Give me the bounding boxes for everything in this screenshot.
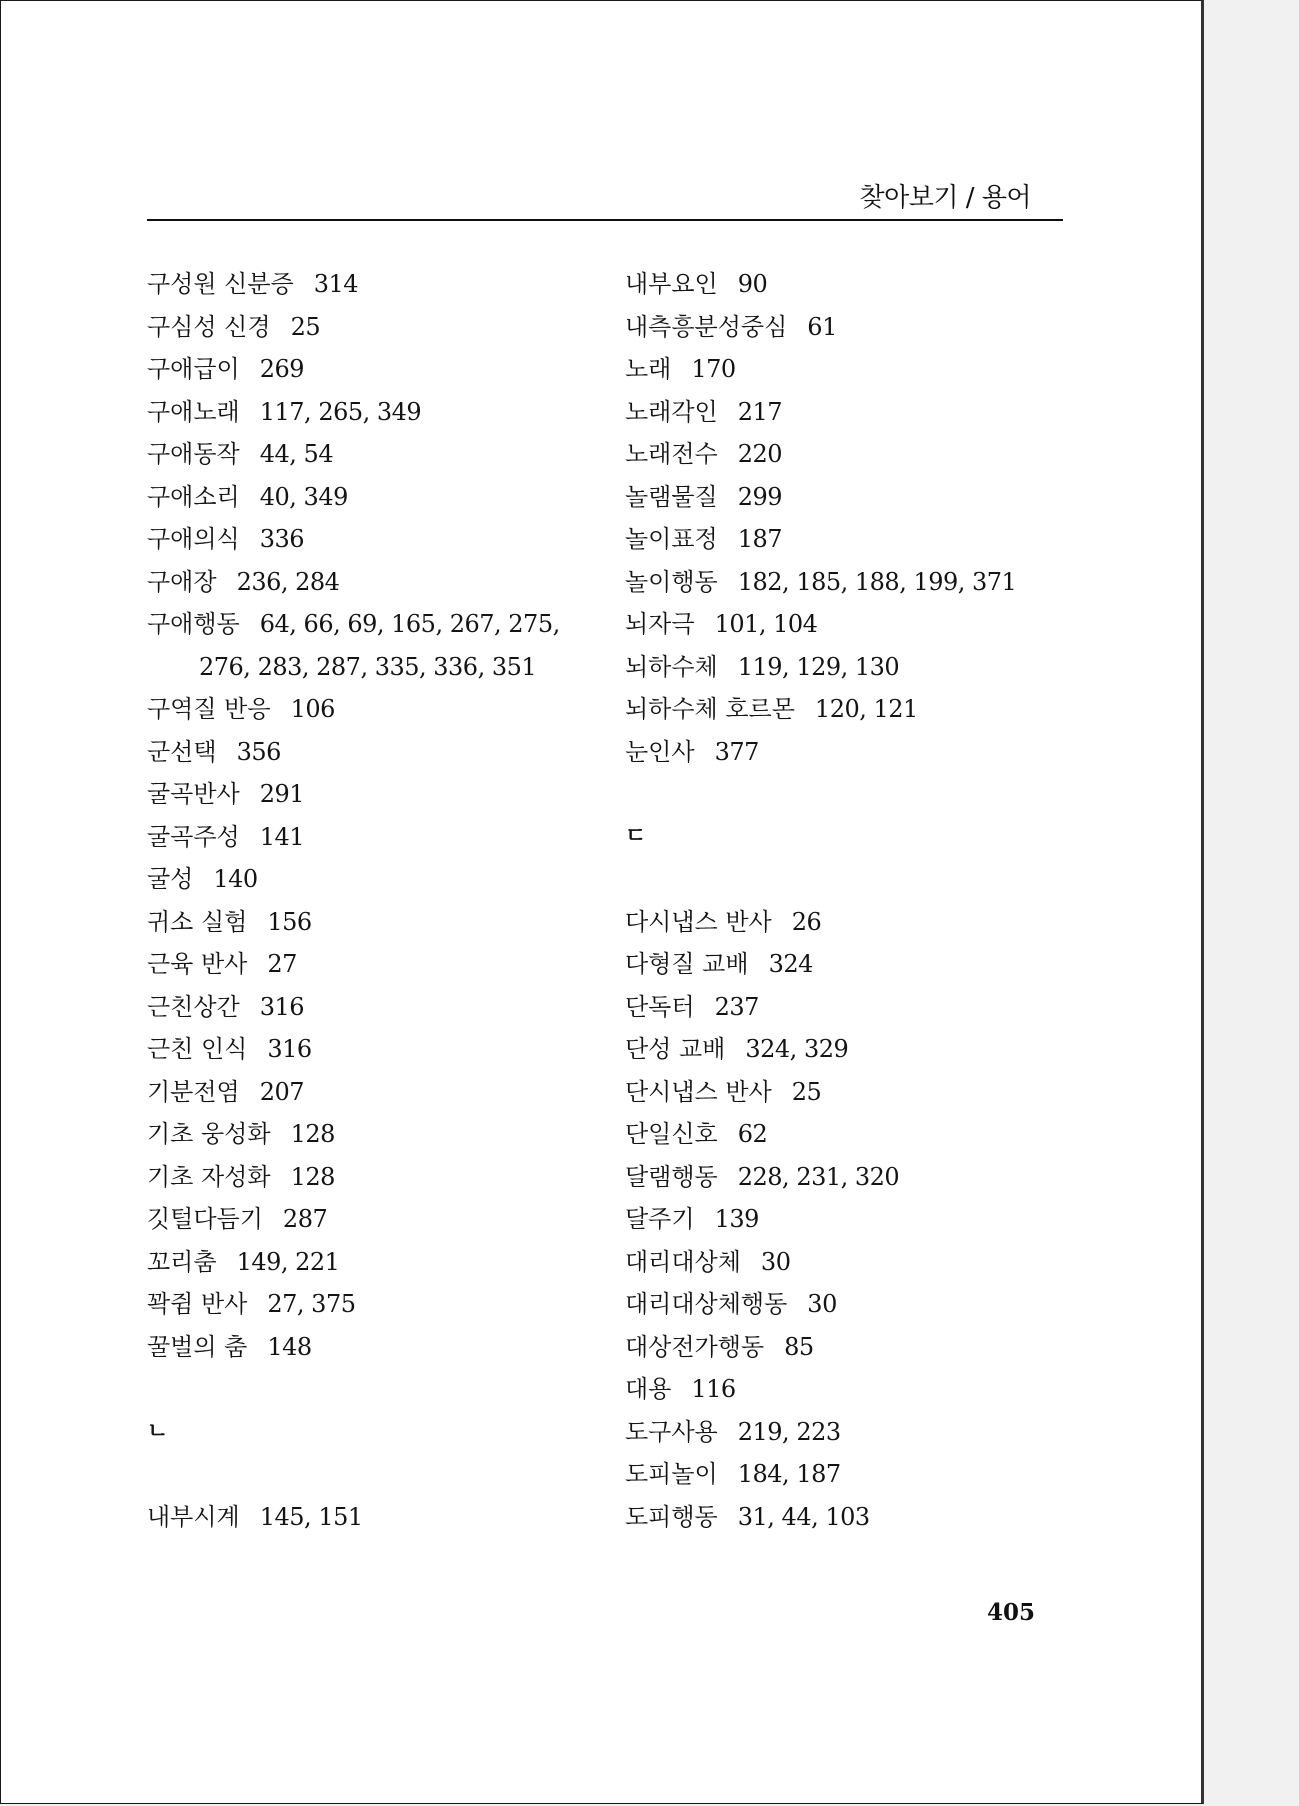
index-term: 구애노래	[147, 397, 240, 426]
index-page-refs: 314	[313, 270, 359, 298]
index-entry	[147, 1283, 617, 1326]
index-page-refs: 30	[807, 1290, 837, 1318]
index-entry	[625, 391, 1065, 434]
index-term: 대리대상체	[625, 1247, 741, 1276]
index-page-refs: 336	[259, 525, 305, 553]
index-term: 다시냅스 반사	[625, 907, 772, 936]
index-page-refs: 184, 187	[737, 1460, 841, 1488]
index-entry	[147, 901, 617, 944]
blank-line	[625, 858, 1065, 901]
index-term: 대용	[625, 1375, 672, 1403]
index-page-refs: 44, 54	[259, 440, 334, 468]
index-page-refs: 228, 231, 320	[737, 1162, 900, 1191]
index-entry	[147, 986, 617, 1029]
index-entry	[625, 1198, 1065, 1241]
index-entry	[147, 561, 617, 604]
index-entry	[625, 1156, 1065, 1199]
index-term: 달주기	[625, 1205, 695, 1233]
index-entry	[625, 561, 1065, 604]
index-term: 놀이표정	[625, 525, 718, 553]
index-entry	[147, 391, 617, 434]
index-page-refs: 40, 349	[259, 482, 348, 511]
index-entry	[625, 306, 1065, 349]
index-term: 단독터	[625, 992, 695, 1021]
index-entry	[625, 1411, 1065, 1454]
index-entry	[625, 901, 1065, 944]
index-term: 구역질 반응	[147, 695, 271, 723]
index-page-refs: 148	[267, 1332, 312, 1361]
index-term: 내부요인	[625, 270, 718, 298]
index-page-refs: 217	[737, 397, 783, 426]
index-page-refs: 316	[259, 992, 305, 1021]
blank-line	[625, 773, 1065, 816]
index-page-refs: 90	[737, 270, 768, 298]
index-entry	[147, 518, 617, 561]
index-entry	[625, 986, 1065, 1029]
index-term: 꽉쥠 반사	[147, 1290, 248, 1318]
index-entry	[147, 433, 617, 476]
index-term: 노래	[625, 355, 672, 383]
index-column-left	[147, 263, 617, 1538]
index-page-refs: 139	[714, 1205, 759, 1233]
index-entry	[147, 1198, 617, 1241]
index-page-refs: 26	[791, 907, 822, 936]
index-term: 도피놀이	[625, 1460, 718, 1488]
index-column-right	[625, 263, 1065, 1538]
index-term: 구애소리	[147, 482, 240, 511]
index-entry	[147, 1071, 617, 1114]
index-term: 구애동작	[147, 440, 240, 468]
index-page-refs: 30	[760, 1247, 791, 1276]
index-page-refs: 219, 223	[737, 1417, 841, 1446]
index-entry	[625, 1113, 1065, 1156]
index-entry	[147, 1326, 617, 1369]
index-page-refs: 220	[737, 440, 783, 468]
index-term: 근친상간	[147, 992, 240, 1021]
index-page-refs: 128	[290, 1120, 335, 1148]
index-page-refs: 356	[236, 737, 281, 766]
index-page-refs: 236, 284	[236, 567, 340, 596]
index-page-refs: 117, 265, 349	[259, 397, 422, 426]
index-term: 굴곡주성	[147, 822, 240, 851]
index-term: 꿀벌의 춤	[147, 1332, 248, 1361]
index-page-refs: 377	[714, 737, 759, 766]
index-page-refs: 27	[267, 950, 297, 978]
index-entry-continuation	[147, 646, 617, 689]
index-page-refs: 291	[259, 780, 305, 808]
index-page-refs: 141	[259, 822, 305, 851]
index-entry	[625, 263, 1065, 306]
index-page-refs: 287	[282, 1205, 328, 1233]
index-term: 귀소 실험	[147, 907, 248, 936]
index-entry	[147, 263, 617, 306]
index-term: 근육 반사	[147, 950, 248, 978]
index-entry	[147, 603, 617, 646]
index-term: 놀램물질	[625, 482, 718, 511]
index-term: 단성 교배	[625, 1035, 726, 1063]
index-term: 다형질 교배	[625, 950, 749, 978]
index-entry	[625, 603, 1065, 646]
index-entry	[625, 348, 1065, 391]
index-term: 내부시계	[147, 1502, 240, 1531]
index-entry	[147, 1496, 617, 1539]
index-page-refs: 64, 66, 69, 165, 267, 275,	[259, 610, 560, 638]
index-entry	[625, 1071, 1065, 1114]
index-page-refs: 187	[737, 525, 783, 553]
index-page-refs: 128	[290, 1162, 335, 1191]
index-term: 대리대상체행동	[625, 1290, 788, 1318]
index-term: 도구사용	[625, 1417, 718, 1446]
index-term: 근친 인식	[147, 1035, 248, 1063]
index-term: 깃털다듬기	[147, 1205, 263, 1233]
index-entry	[147, 306, 617, 349]
index-term: 단일신호	[625, 1120, 718, 1148]
index-page-refs: 324	[768, 950, 813, 978]
index-entry	[147, 1113, 617, 1156]
index-page-refs: 120, 121	[814, 695, 918, 723]
index-entry	[625, 1241, 1065, 1284]
index-entry	[147, 816, 617, 859]
index-entry	[625, 688, 1065, 731]
index-term: 놀이행동	[625, 567, 718, 596]
index-page-refs: 25	[290, 312, 321, 341]
index-term: 도피행동	[625, 1502, 718, 1531]
index-entry	[625, 1283, 1065, 1326]
index-page-refs: 61	[807, 312, 837, 341]
index-page-refs: 140	[213, 865, 258, 893]
index-term: 꼬리춤	[147, 1247, 217, 1276]
index-entry	[147, 858, 617, 901]
index-term: 구심성 신경	[147, 312, 271, 341]
index-page-refs: 106	[290, 695, 335, 723]
index-term: 대상전가행동	[625, 1332, 765, 1361]
index-page-refs: 62	[737, 1120, 768, 1148]
index-term: 구애의식	[147, 525, 240, 553]
header-rule	[147, 219, 1063, 221]
blank-line	[147, 1453, 617, 1496]
index-entry	[147, 348, 617, 391]
index-entry	[625, 433, 1065, 476]
index-term: 구애장	[147, 567, 217, 596]
index-page-refs: 25	[791, 1077, 822, 1106]
index-page-refs: 299	[737, 482, 783, 511]
section-heading: ㄴ	[147, 1418, 169, 1444]
index-entry	[625, 518, 1065, 561]
index-entry	[625, 1496, 1065, 1539]
index-entry	[147, 731, 617, 774]
index-entry	[147, 1156, 617, 1199]
index-term: 구애행동	[147, 610, 240, 638]
index-term: 구애급이	[147, 355, 240, 383]
index-entry	[625, 731, 1065, 774]
index-entry	[625, 646, 1065, 689]
index-page-refs: 237	[714, 992, 759, 1021]
index-page-refs: 119, 129, 130	[737, 652, 900, 681]
index-term: 기초 웅성화	[147, 1120, 271, 1148]
index-entry	[147, 1028, 617, 1071]
index-page-refs: 85	[784, 1332, 814, 1361]
index-term: 뇌자극	[625, 610, 695, 638]
index-entry	[625, 1028, 1065, 1071]
index-entry	[625, 1368, 1065, 1411]
index-page-refs: 156	[267, 907, 312, 936]
running-header-title: 찾아보기 / 용어	[859, 183, 1031, 213]
index-entry	[147, 688, 617, 731]
index-page-refs: 27, 375	[267, 1290, 356, 1318]
index-page-refs: 316	[267, 1035, 312, 1063]
index-page-refs: 145, 151	[259, 1502, 363, 1531]
blank-line	[147, 1368, 617, 1411]
index-term: 굴곡반사	[147, 780, 240, 808]
index-term: 뇌하수체	[625, 652, 718, 681]
index-entry	[625, 1453, 1065, 1496]
index-term: 내측흥분성중심	[625, 312, 788, 341]
index-page-refs: 182, 185, 188, 199, 371	[737, 567, 1017, 596]
index-page-refs: 207	[259, 1077, 305, 1106]
index-term: 눈인사	[625, 737, 695, 766]
index-entry	[147, 943, 617, 986]
index-page-refs: 101, 104	[714, 610, 818, 638]
index-entry	[625, 943, 1065, 986]
index-page-refs: 170	[691, 355, 736, 383]
index-term: 굴성	[147, 865, 194, 893]
index-term: 구성원 신분증	[147, 270, 294, 298]
index-page-refs: 324, 329	[745, 1035, 849, 1063]
index-entry	[147, 476, 617, 519]
index-term: 달램행동	[625, 1162, 718, 1191]
index-page-refs: 116	[691, 1375, 736, 1403]
index-page-refs: 31, 44, 103	[737, 1502, 870, 1531]
index-term: 노래전수	[625, 440, 718, 468]
index-term: 기분전염	[147, 1077, 240, 1106]
index-page-refs: 276, 283, 287, 335, 336, 351	[199, 652, 537, 681]
index-entry	[625, 1326, 1065, 1369]
index-page-refs: 269	[259, 355, 305, 383]
index-term: 뇌하수체 호르몬	[625, 695, 795, 723]
index-entry	[625, 476, 1065, 519]
page-number: 405	[987, 1599, 1036, 1626]
index-entry	[147, 773, 617, 816]
index-term: 노래각인	[625, 397, 718, 426]
index-term: 단시냅스 반사	[625, 1077, 772, 1106]
index-term: 기초 자성화	[147, 1162, 271, 1191]
section-heading: ㄷ	[625, 823, 647, 849]
index-entry	[147, 1241, 617, 1284]
index-page-refs: 149, 221	[236, 1247, 340, 1276]
index-term: 군선택	[147, 737, 217, 766]
